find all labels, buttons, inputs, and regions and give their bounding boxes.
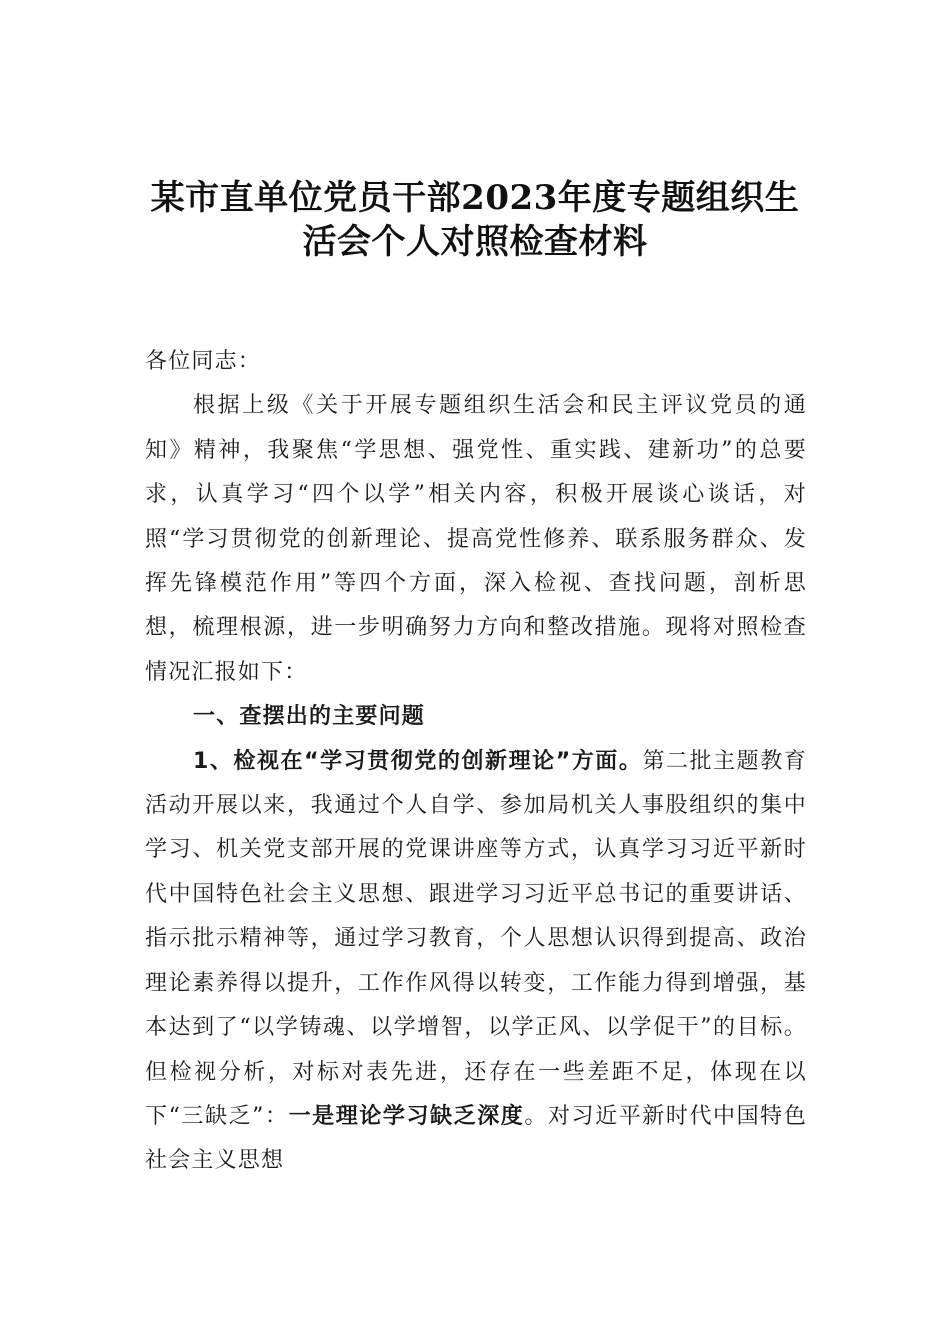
intro-paragraph: 根据上级《关于开展专题组织生活会和民主评议党员的通知》精神，我聚焦“学思想、强党性、重实践、建新功”的总要求，认真学习“四个以学”相关内容，积极开展谈心谈话，对照“学习贯彻党的创新理论、提高党性修养、联系服务群众、发挥先锋模范作用”等四个方面，深入检视、查找问题，剖析思想，梳理根源，进一步明确努力方向和整改措施。现将对照检查情况汇报如下： (145, 393, 807, 685)
item-1-tail: 。对习近平新时代中国特色社会主义思想 (145, 1103, 807, 1174)
item-1-paragraph (145, 740, 807, 1184)
document-title-line-2: 活会个人对照检查材料 (302, 222, 648, 262)
item-1-lead: 1、检视在“学习贯彻党的创新理论”方面。 (193, 748, 643, 774)
section-heading: 一、查摆出的主要问题 (193, 704, 426, 730)
item-1-point: 一是理论学习缺乏深度 (288, 1103, 525, 1129)
greeting: 各位同志： (145, 349, 262, 374)
document-title-line-1: 某市直单位党员干部2023年度专题组织生 (150, 178, 800, 218)
document-body (145, 340, 807, 1184)
item-1-text: 第二批主题教育活动开展以来，我通过个人自学、参加局机关人事股组织的集中学习、机关党支部开展的党课讲座等方式，认真学习习近平新时代中国特色社会主义思想、跟进学习习近平总书记的重要讲话、指示批示精神等，通过学习教育，个人思想认识得到提高、政治理论素养得以提升，工作作风得以转变，工作能力得到增强，基本达到了“以学铸魂、以学增智，以学正风、以学促干”的目标。但检视分析，对标对表先进，还存在一些差距不足，体现在以下“三缺乏”： (145, 748, 807, 1129)
